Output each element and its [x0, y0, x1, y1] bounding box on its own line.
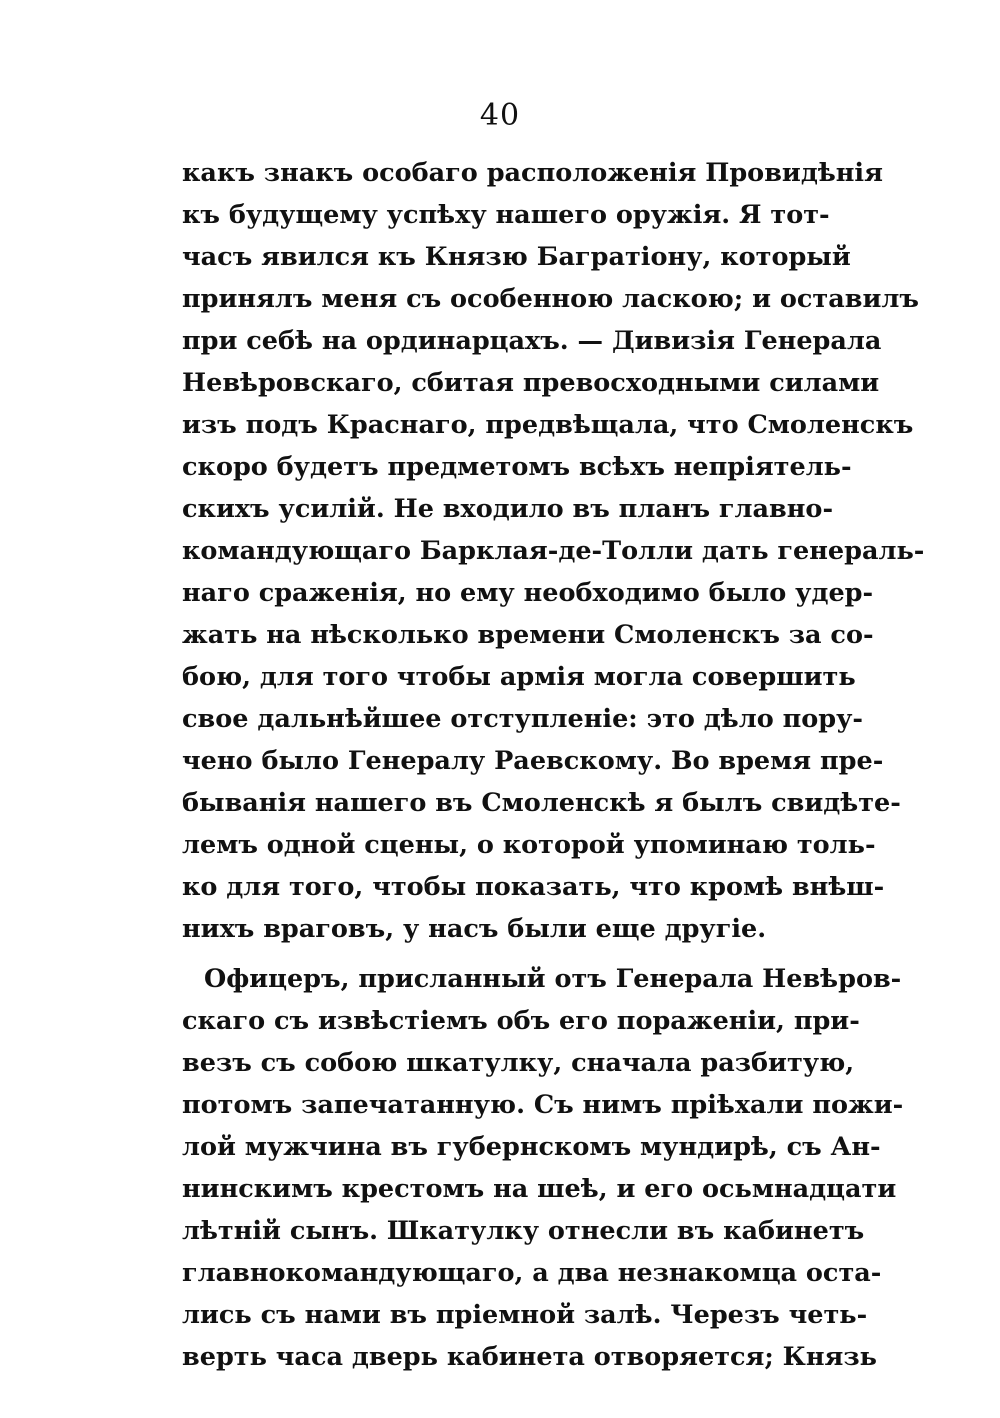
text-line: нинскимъ крестомъ на шеѣ, и его осьмнадцати: [182, 1174, 897, 1204]
text-line: изъ подъ Краснаго, предвѣщала, что Смоленскъ: [182, 410, 914, 440]
text-line: къ будущему успѣху нашего оружія. Я тот-: [182, 200, 830, 230]
text-line: принялъ меня съ особенною ласкою; и оставилъ: [182, 284, 919, 314]
text-line: быванія нашего въ Смоленскѣ я былъ свидѣте-: [182, 788, 901, 818]
text-line: лѣтній сынъ. Шкатулку отнесли въ кабинетъ: [182, 1216, 865, 1246]
text-line: главнокомандующаго, а два незнакомца оста-: [182, 1258, 882, 1288]
text-line: Офицеръ, присланный отъ Генерала Невѣров-: [204, 964, 902, 994]
text-line: свое дальнѣйшее отступленіе: это дѣло пору-: [182, 704, 864, 734]
text-line: наго сраженія, но ему необходимо было удер-: [182, 578, 874, 608]
text-line: нихъ враговъ, у насъ были еще другіе.: [182, 914, 767, 944]
text-line: потомъ запечатанную. Съ нимъ пріѣхали пожи-: [182, 1090, 904, 1120]
text-line: лись съ нами въ пріемной залѣ. Черезъ четь-: [182, 1300, 868, 1330]
paragraph-2: [182, 958, 904, 1378]
text-line: Невѣровскаго, сбитая превосходными силами: [182, 368, 880, 398]
text-line: лемъ одной сцены, о которой упоминаю толь-: [182, 830, 876, 860]
text-line: при себѣ на ординарцахъ. — Дивизія Генерала: [182, 326, 882, 356]
text-line: чено было Генералу Раевскому. Во время пре-: [182, 746, 884, 776]
body-text: [182, 152, 925, 1378]
text-line: бою, для того чтобы армія могла совершить: [182, 662, 856, 692]
text-line: ко для того, чтобы показать, что кромѣ внѣш-: [182, 872, 885, 902]
text-line: скихъ усилій. Не входило въ планъ главно-: [182, 494, 834, 524]
text-line: везъ съ собою шкатулку, сначала разбитую,: [182, 1048, 855, 1078]
page-number: 40: [479, 98, 521, 133]
text-line: какъ знакъ особаго расположенія Провидѣнія: [182, 158, 883, 188]
paragraph-spacer: [182, 950, 814, 958]
text-line: скаго съ извѣстіемъ объ его пораженіи, при-: [182, 1006, 860, 1036]
text-line: лой мужчина въ губернскомъ мундирѣ, съ Ан-: [182, 1132, 881, 1162]
text-line: скоро будетъ предметомъ всѣхъ непріятель-: [182, 452, 852, 482]
text-line: жать на нѣсколько времени Смоленскъ за со-: [182, 620, 874, 650]
text-line: часъ явился къ Князю Багратіону, который: [182, 242, 851, 272]
text-line: верть часа дверь кабинета отворяется; Князь: [182, 1342, 877, 1372]
text-line: командующаго Барклая-де-Толли дать генераль-: [182, 536, 925, 566]
paragraph-1: [182, 152, 925, 950]
